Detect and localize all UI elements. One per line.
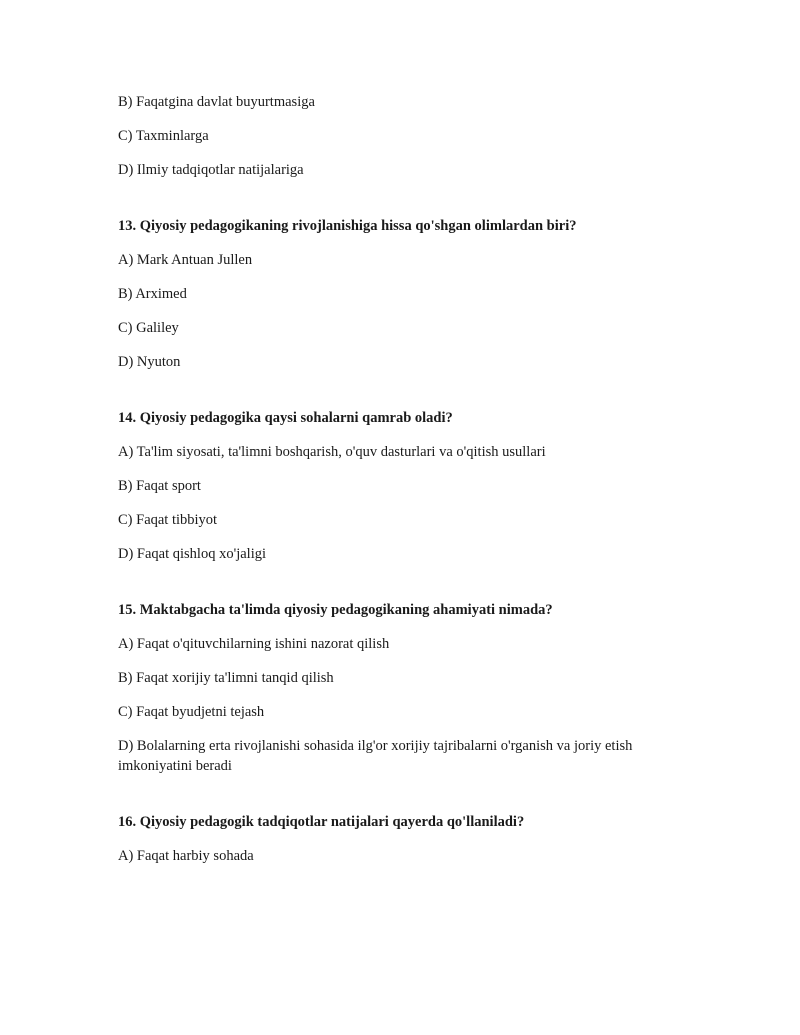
option-16-a: A) Faqat harbiy sohada [118, 848, 254, 864]
option-15-a: A) Faqat o'qituvchilarning ishini nazorat qilish [118, 636, 390, 652]
option-15-d: D) Bolalarning erta rivojlanishi sohasida ilg'or xorijiy tajribalarni o'rganish va joriy etish imkoniyatini beradi [118, 738, 633, 774]
option-13-d: D) Nyuton [118, 354, 181, 370]
option-13-b: B) Arximed [118, 286, 187, 302]
option-15-b: B) Faqat xorijiy ta'limni tanqid qilish [118, 670, 334, 686]
option-13-c: C) Galiley [118, 320, 179, 336]
option-14-b: B) Faqat sport [118, 478, 201, 494]
question-15: 15. Maktabgacha ta'limda qiyosiy pedagogikaning ahamiyati nimada? [118, 602, 553, 618]
option-14-a: A) Ta'lim siyosati, ta'limni boshqarish, o'quv dasturlari va o'qitish usullari [118, 444, 546, 460]
question-13: 13. Qiyosiy pedagogikaning rivojlanishiga hissa qo'shgan olimlardan biri? [118, 218, 577, 234]
option-12-c: C) Taxminlarga [118, 128, 209, 144]
option-13-a: A) Mark Antuan Jullen [118, 252, 253, 268]
option-14-d: D) Faqat qishloq xo'jaligi [118, 546, 267, 562]
option-12-d: D) Ilmiy tadqiqotlar natijalariga [118, 162, 304, 178]
document-page [118, 92, 688, 880]
question-16: 16. Qiyosiy pedagogik tadqiqotlar natijalari qayerda qo'llaniladi? [118, 814, 525, 830]
option-15-c: C) Faqat byudjetni tejash [118, 704, 265, 720]
option-14-c: C) Faqat tibbiyot [118, 512, 218, 528]
option-12-b: B) Faqatgina davlat buyurtmasiga [118, 94, 315, 110]
question-14: 14. Qiyosiy pedagogika qaysi sohalarni qamrab oladi? [118, 410, 453, 426]
